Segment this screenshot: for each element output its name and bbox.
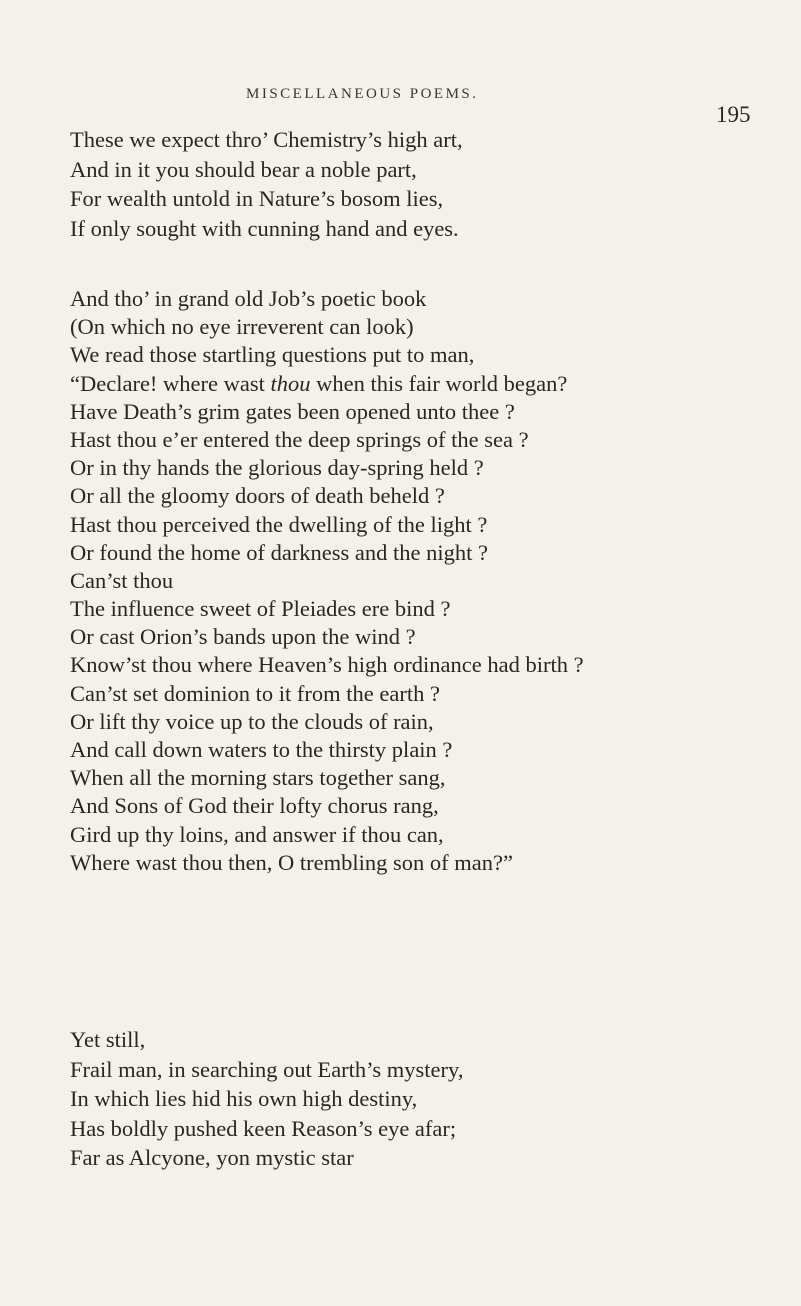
poem-line: Or cast Orion’s bands upon the wind ? <box>70 624 416 650</box>
poem-line: And in it you should bear a noble part, <box>70 156 417 182</box>
line-text-after: when this fair world began? <box>310 370 568 396</box>
italic-word: thou <box>270 370 311 396</box>
poem-line: Where wast thou then, O trembling son of man?” <box>70 849 514 875</box>
poem-line: Yet still, <box>70 1027 146 1052</box>
poem-line: (On which no eye irreverent can look) <box>70 314 414 340</box>
poem-line: Hast thou perceived the dwelling of the light ? <box>70 511 488 537</box>
poem-line: Hast thou e’er entered the deep springs of the sea ? <box>70 426 529 452</box>
stanza-1 <box>70 125 770 243</box>
poem-line: Can’st thou <box>70 567 174 593</box>
line-text-before: “Declare! where wast <box>70 370 271 396</box>
page-number: 195 <box>716 102 751 127</box>
poem-line: Has boldly pushed keen Reason’s eye afar; <box>70 1115 457 1141</box>
poem-line: Gird up thy loins, and answer if thou can, <box>70 821 444 847</box>
poem-line: And call down waters to the thirsty plain ? <box>70 737 453 762</box>
poem-line: These we expect thro’ Chemistry’s high art, <box>70 127 463 152</box>
poem-line: Or all the gloomy doors of death beheld ? <box>70 483 445 509</box>
poem-line: For wealth untold in Nature’s bosom lies, <box>70 186 444 211</box>
poem-line: And tho’ in grand old Job’s poetic book <box>70 286 427 311</box>
stanza-2 <box>70 285 770 877</box>
running-title: MISCELLANEOUS POEMS. <box>246 86 479 102</box>
poem-line: In which lies hid his own high destiny, <box>70 1086 418 1111</box>
poem-line-with-italic <box>70 370 770 398</box>
poem-line: Or found the home of darkness and the night ? <box>70 539 489 565</box>
poem-line: Far as Alcyone, yon mystic star <box>70 1145 354 1170</box>
poem-line: Or in thy hands the glorious day-spring held ? <box>70 455 484 481</box>
poem-line: Or lift thy voice up to the clouds of rain, <box>70 708 434 734</box>
poem-line: Frail man, in searching out Earth’s mystery, <box>70 1056 464 1082</box>
poem-line: We read those startling questions put to man, <box>70 342 475 368</box>
poem-line: Have Death’s grim gates been opened unto thee ? <box>70 398 515 424</box>
poem-line: The influence sweet of Pleiades ere bind ? <box>70 596 451 622</box>
poem-line: Can’st set dominion to it from the earth ? <box>70 680 440 706</box>
stanza-3 <box>70 1025 770 1173</box>
poem-line: When all the morning stars together sang, <box>70 765 446 791</box>
poem-line: Know’st thou where Heaven’s high ordinance had birth ? <box>70 652 584 678</box>
poem-line: And Sons of God their lofty chorus rang, <box>70 793 439 819</box>
poem-line: If only sought with cunning hand and eyes. <box>70 215 459 241</box>
